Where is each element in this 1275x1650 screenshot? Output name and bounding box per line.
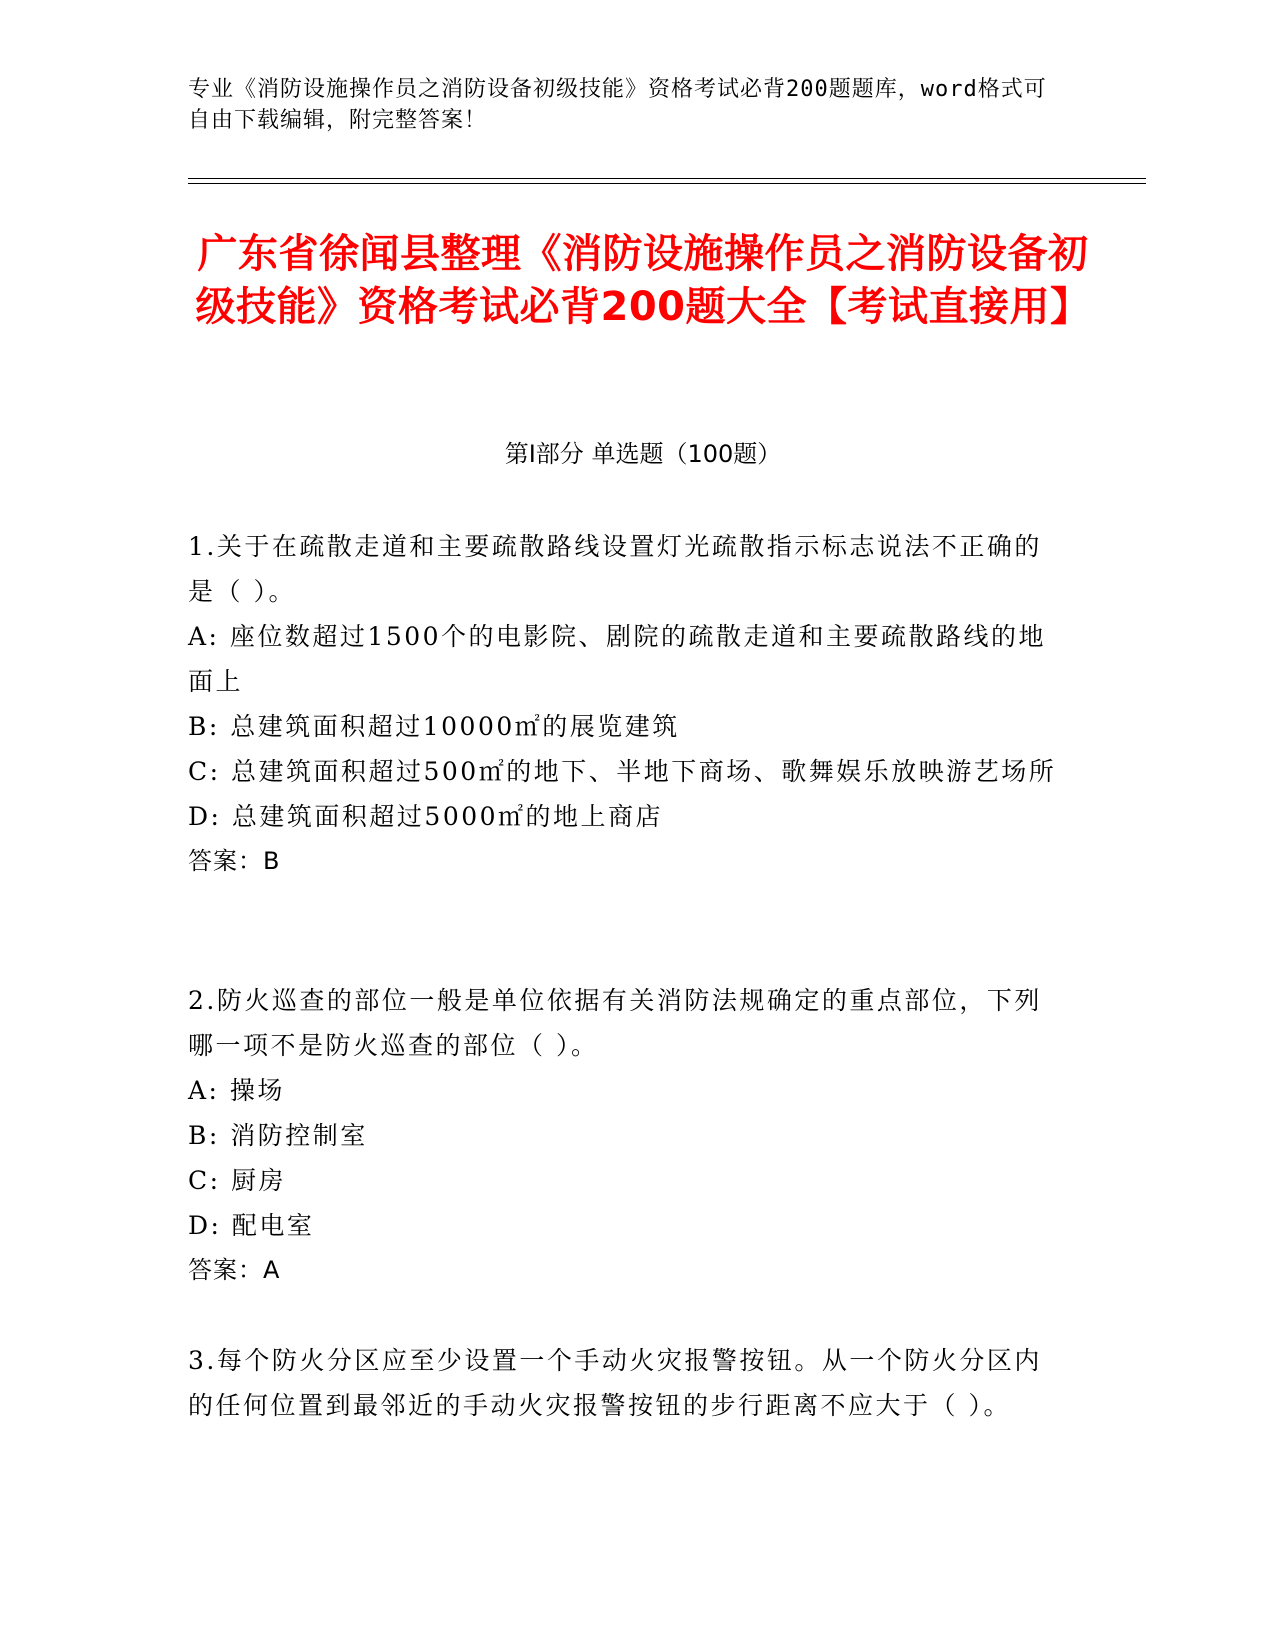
option-c: C: 厨房 [188,1166,286,1195]
option-a: A: 操场 [188,1076,285,1105]
question-stem: 1.关于在疏散走道和主要疏散路线设置灯光疏散指示标志说法不正确的是（ ）。 [188,532,1042,606]
answer-label: 答案：B [188,847,281,875]
option-c: C: 总建筑面积超过500㎡的地下、半地下商场、歌舞娱乐放映游艺场所 [188,757,1057,786]
document-title: 广东省徐闻县整理《消防设施操作员之消防设备初级技能》资格考试必背200题大全【考试直接用】 [195,231,1091,330]
question-3 [188,1338,1068,1428]
option-b: B: 总建筑面积超过10000㎡的展览建筑 [188,712,680,741]
header-note: 专业《消防设施操作员之消防设备初级技能》资格考试必背200题题库，word格式可自由下载编辑，附完整答案！ [188,77,1047,133]
option-d: D: 配电室 [188,1211,315,1240]
question-1 [188,524,1068,884]
header-divider-top [188,178,1146,179]
option-d: D: 总建筑面积超过5000㎡的地上商店 [188,802,664,831]
header-divider-bottom [188,183,1146,184]
option-b: B: 消防控制室 [188,1121,368,1150]
question-2 [188,978,1068,1293]
section-heading: 第I部分 单选题（100题） [504,440,782,468]
question-stem: 3.每个防火分区应至少设置一个手动火灾报警按钮。从一个防火分区内的任何位置到最邻近的手动火灾报警按钮的步行距离不应大于（ ）。 [188,1346,1042,1420]
option-a: A: 座位数超过1500个的电影院、剧院的疏散走道和主要疏散路线的地面上 [188,622,1047,696]
question-stem: 2.防火巡查的部位一般是单位依据有关消防法规确定的重点部位，下列哪一项不是防火巡查的部位（ ）。 [188,986,1042,1060]
answer-label: 答案：A [188,1256,281,1284]
